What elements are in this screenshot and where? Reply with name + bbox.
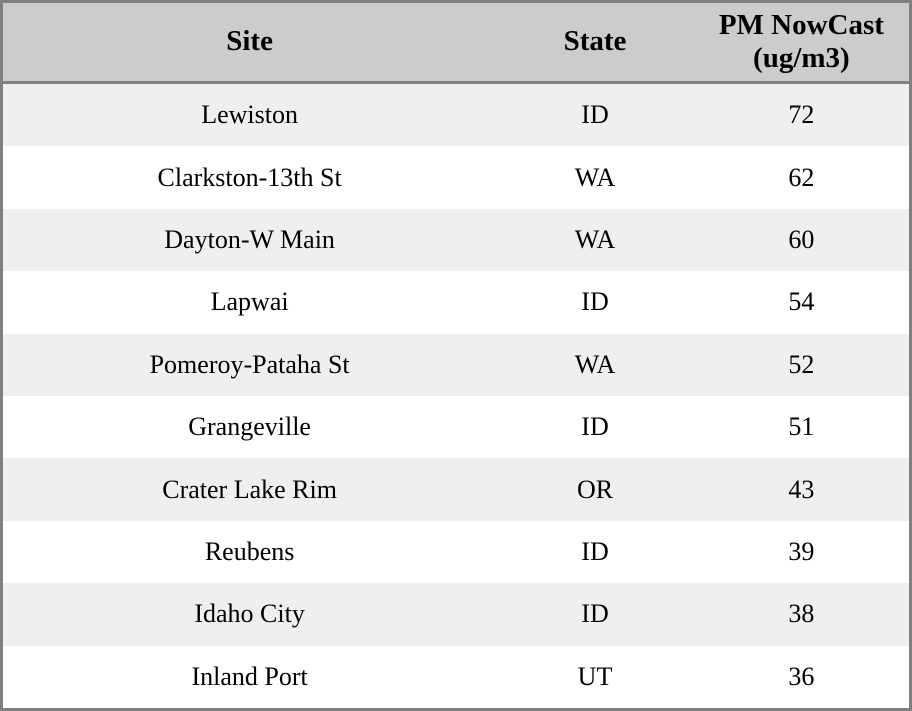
cell-pm: 51: [788, 412, 815, 442]
table-row: [3, 271, 909, 333]
table-header: [3, 3, 909, 82]
cell-pm: 38: [788, 599, 815, 629]
cell-state: ID: [581, 412, 609, 442]
table-row: [3, 146, 909, 208]
cell-site: Reubens: [204, 536, 295, 566]
table-row: [3, 646, 909, 708]
cell-state: ID: [581, 599, 609, 629]
column-header-pm-nowcast: PM NowCast (ug/m3): [694, 3, 909, 82]
cell-site: Dayton-W Main: [164, 225, 335, 255]
cell-site: Idaho City: [194, 599, 305, 629]
cell-pm: 43: [788, 474, 815, 504]
cell-state: OR: [576, 474, 614, 504]
table-row: [3, 209, 909, 271]
table-header-row: [3, 3, 909, 82]
table-row: [3, 82, 909, 146]
table-row: [3, 583, 909, 645]
cell-pm: 36: [788, 661, 815, 691]
cell-state: ID: [581, 99, 609, 129]
cell-pm: 72: [788, 99, 815, 129]
cell-pm: 52: [788, 349, 815, 379]
cell-state: ID: [581, 536, 609, 566]
table-row: [3, 458, 909, 520]
table-row: [3, 334, 909, 396]
cell-site: Pomeroy-Pataha St: [149, 349, 350, 379]
cell-pm: 60: [788, 225, 815, 255]
air-quality-table: [3, 3, 909, 708]
cell-pm: 62: [788, 162, 815, 192]
cell-state: ID: [581, 287, 609, 317]
cell-state: UT: [577, 661, 613, 691]
cell-pm: 39: [788, 536, 815, 566]
cell-site: Clarkston-13th St: [157, 162, 342, 192]
cell-site: Crater Lake Rim: [162, 474, 337, 504]
column-header-state: State: [496, 3, 694, 82]
cell-state: WA: [574, 349, 616, 379]
table-row: [3, 396, 909, 458]
cell-state: WA: [574, 162, 616, 192]
column-header-site: Site: [3, 3, 496, 82]
table-row: [3, 521, 909, 583]
table-body: [3, 82, 909, 708]
cell-site: Inland Port: [191, 661, 308, 691]
cell-pm: 54: [788, 287, 815, 317]
cell-site: Lewiston: [201, 99, 298, 129]
cell-state: WA: [574, 225, 616, 255]
cell-site: Lapwai: [210, 287, 289, 317]
cell-site: Grangeville: [188, 412, 311, 442]
